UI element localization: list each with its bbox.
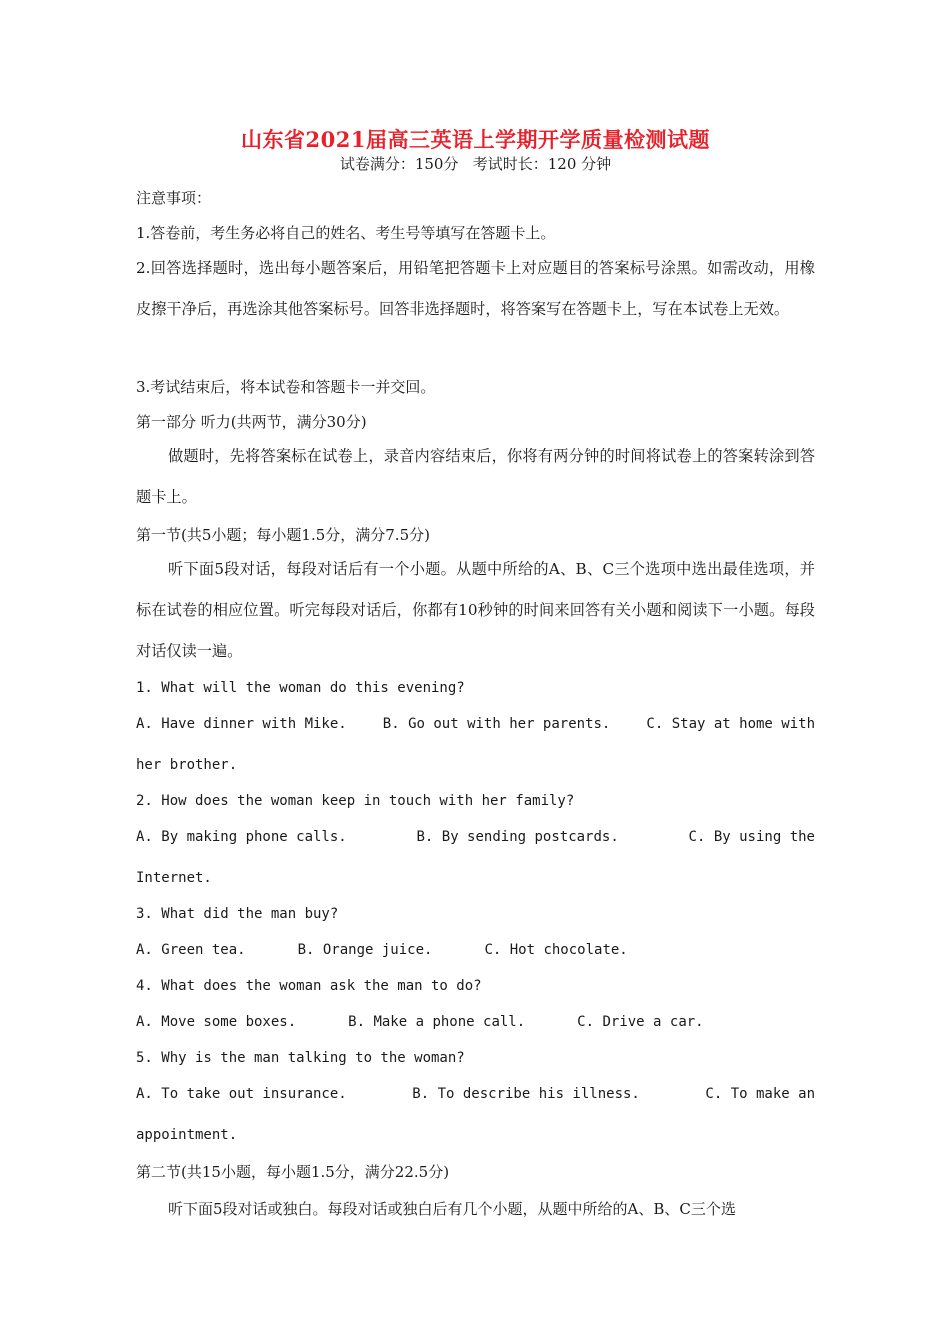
section1-heading: 第一节(共5小题；每小题1.5分，满分7.5分) <box>136 526 430 544</box>
section1-instruction: 听下面5段对话，每段对话后有一个小题。从题中所给的A、B、C三个选项中选出最佳选项，并标在试卷的相应位置。听完每段对话后，你都有10秒钟的时间来回答有关小题和阅读下一小题。每段对话仅读一遍。 <box>136 560 815 660</box>
exam-subtitle: 试卷满分：150分 考试时长：120 分钟 <box>339 155 612 173</box>
note-item-2: 2.回答选择题时，选出每小题答案后，用铅笔把答题卡上对应题目的答案标号涂黑。如需改动，用橡皮擦干净后，再选涂其他答案标号。回答非选择题时，将答案写在答题卡上，写在本试卷上无效。 <box>136 259 815 318</box>
section2-instruction: 听下面5段对话或独白。每段对话或独白后有几个小题，从题中所给的A、B、C三个选 <box>168 1200 736 1218</box>
option-c: C. Hot chocolate. <box>484 942 628 958</box>
option-b: B. Orange juice. <box>297 942 433 958</box>
question-3: 3. What did the man buy? <box>136 906 339 922</box>
option-c: C. By using the <box>688 829 815 845</box>
option-c: C. Stay at home with <box>646 716 815 732</box>
part1-instruction: 做题时，先将答案标在试卷上，录音内容结束后，你将有两分钟的时间将试卷上的答案转涂到答题卡上。 <box>136 447 815 506</box>
option-c: C. To make an <box>705 1086 815 1102</box>
question-2: 2. How does the woman keep in touch with her family? <box>136 793 575 809</box>
option-b: B. Go out with her parents. <box>382 716 611 732</box>
notes-heading: 注意事项： <box>136 189 212 207</box>
part1-heading: 第一部分 听力(共两节，满分30分) <box>136 413 367 431</box>
option-b: B. Make a phone call. <box>348 1014 526 1030</box>
question-1: 1. What will the woman do this evening? <box>136 680 465 696</box>
option-a: A. Green tea. <box>136 942 246 958</box>
question-4-options <box>136 1014 815 1030</box>
note-item-1: 1.答卷前，考生务必将自己的姓名、考生号等填写在答题卡上。 <box>136 224 556 242</box>
section2-heading: 第二节(共15小题，每小题1.5分，满分22.5分) <box>136 1163 450 1181</box>
question-5: 5. Why is the man talking to the woman? <box>136 1050 465 1066</box>
option-b: B. By sending postcards. <box>416 829 619 845</box>
option-a: A. Move some boxes. <box>136 1014 297 1030</box>
option-a: A. Have dinner with Mike. <box>136 716 347 732</box>
question-2-option-c-cont: Internet. <box>136 870 212 886</box>
question-5-options <box>136 1086 815 1102</box>
question-1-options <box>136 716 815 732</box>
question-3-options <box>136 942 815 958</box>
note-item-3: 3.考试结束后，将本试卷和答题卡一并交回。 <box>136 378 436 396</box>
question-2-options <box>136 829 815 845</box>
option-a: A. By making phone calls. <box>136 829 347 845</box>
question-1-option-c-cont: her brother. <box>136 757 238 773</box>
option-b: B. To describe his illness. <box>412 1086 640 1102</box>
option-a: A. To take out insurance. <box>136 1086 347 1102</box>
question-4: 4. What does the woman ask the man to do? <box>136 978 482 994</box>
exam-title: 山东省2021届高三英语上学期开学质量检测试题 <box>241 127 710 152</box>
question-5-option-c-cont: appointment. <box>136 1127 238 1143</box>
option-c: C. Drive a car. <box>577 1014 704 1030</box>
